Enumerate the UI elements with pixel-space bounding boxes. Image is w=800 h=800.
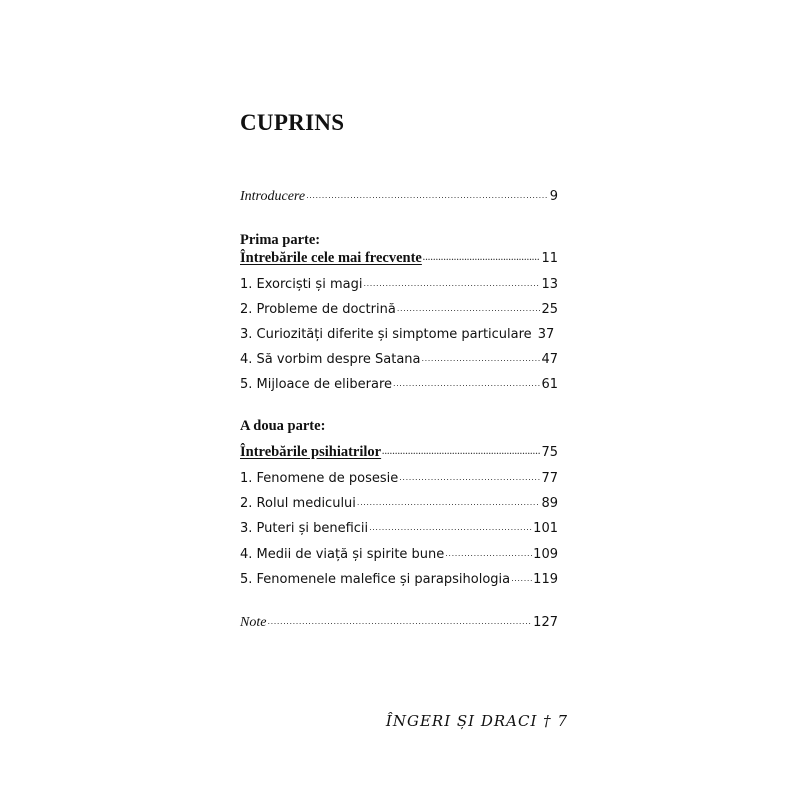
toc-entry: 1. Fenomene de posesie ..... 77 bbox=[240, 468, 558, 488]
part2-heading: A doua parte: bbox=[240, 418, 326, 434]
toc-entry-introduction: Introducere ..... 9 bbox=[240, 186, 558, 206]
part2-subheading: Întrebările psihiatrilor ..... 75 bbox=[240, 442, 558, 462]
page-title: CUPRINS bbox=[240, 110, 345, 135]
toc-entry: 3. Puteri și beneficii ..... 101 bbox=[240, 518, 558, 538]
toc-entry: 5. Fenomenele malefice și parapsihologia ..... 119 bbox=[240, 569, 558, 589]
toc-entry: 4. Să vorbim despre Satana ..... 47 bbox=[240, 349, 558, 369]
page-footer: ÎNGERI ȘI DRACI † 7 bbox=[385, 712, 568, 730]
toc-entry: 1. Exorciști și magi ..... 13 bbox=[240, 274, 558, 294]
part1-heading: Prima parte: bbox=[240, 232, 321, 248]
toc-entry: 2. Rolul medicului ..... 89 bbox=[240, 493, 558, 513]
toc-entry: 3. Curiozități diferite și simptome particulare 37 bbox=[240, 327, 555, 342]
toc-entry: 4. Medii de viață și spirite bune ..... 109 bbox=[240, 544, 558, 564]
toc-entry: 2. Probleme de doctrină ..... 25 bbox=[240, 299, 558, 319]
part1-subheading: Întrebările cele mai frecvente ..... 11 bbox=[240, 248, 558, 268]
toc-entry: 5. Mijloace de eliberare ..... 61 bbox=[240, 374, 558, 394]
toc-entry-notes: Note ..... 127 bbox=[240, 612, 558, 632]
